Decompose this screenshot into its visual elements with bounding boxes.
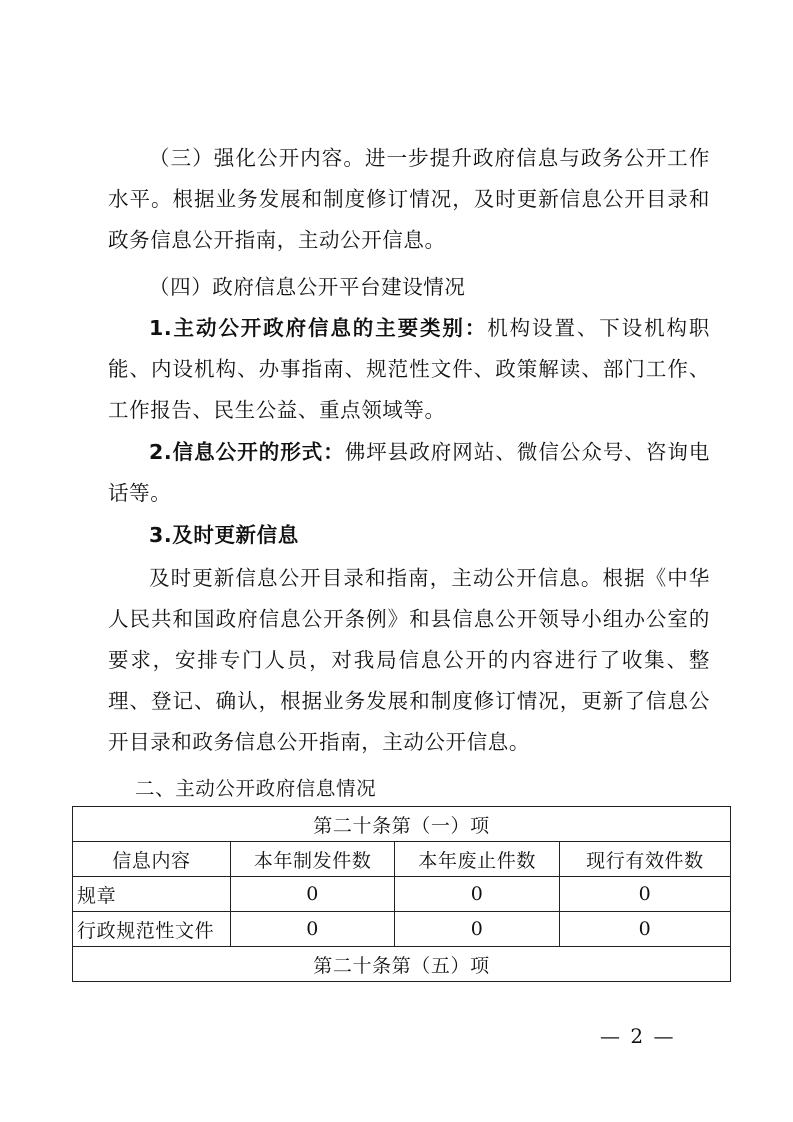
table-title-cell: 第二十条第（五）项 (73, 947, 731, 982)
heading-platform-construction: （四）政府信息公开平台建设情况 (149, 275, 466, 299)
paragraph-label: 3.及时更新信息 (149, 523, 299, 547)
table-cell: 0 (559, 912, 730, 947)
table-cell: 0 (559, 877, 730, 912)
paragraph-label: 2.信息公开的形式： (149, 440, 345, 464)
table-row (73, 912, 731, 947)
table-cell: 0 (395, 877, 560, 912)
table-title-row (73, 947, 731, 982)
paragraph-disclosure-forms (108, 432, 710, 514)
paragraph-timely-update (108, 558, 710, 763)
table-header-cell: 本年制发件数 (230, 842, 395, 877)
paragraph-text: 及时更新信息公开目录和指南，主动公开信息。根据《中华人民共和国政府信息公开条例》和县信息公开领导小组办公室的要求，安排专门人员，对我局信息公开的内容进行了收集、整理、登记、确认，根据业务发展和制度修订情况，更新了信息公开目录和政务信息公开指南，主动公开信息。 (108, 566, 710, 754)
paragraph-text: 机构设置、下设机构职能、内设机构、办事指南、规范性文件、政策解读、部门工作、工作报告、民生公益、重点领域等。 (108, 316, 711, 422)
table-header-cell: 本年废止件数 (395, 842, 560, 877)
table-title-row (73, 807, 731, 842)
paragraph-text: （三）强化公开内容。进一步提升政府信息与政务公开工作水平。根据业务发展和制度修订情况，及时更新信息公开目录和政务信息公开指南，主动公开信息。 (108, 146, 710, 252)
table-header-cell: 现行有效件数 (559, 842, 730, 877)
table-cell: 0 (230, 912, 395, 947)
table-cell: 规章 (73, 877, 231, 912)
table-cell: 0 (395, 912, 560, 947)
paragraph-main-categories (108, 308, 710, 431)
paragraph-text: 佛坪县政府网站、微信公众号、咨询电话等。 (108, 440, 710, 505)
disclosure-table (72, 806, 731, 982)
table-row (73, 877, 731, 912)
section-heading-proactive-disclosure: 二、主动公开政府信息情况 (135, 777, 377, 800)
table-title-cell: 第二十条第（一）项 (73, 807, 731, 842)
table-cell: 0 (230, 877, 395, 912)
page-number: — 2 — (600, 1024, 676, 1048)
paragraph-label: 1.主动公开政府信息的主要类别： (149, 316, 488, 340)
table-header-cell: 信息内容 (73, 842, 231, 877)
paragraph-timely-update-heading (108, 515, 710, 556)
table-header-row (73, 842, 731, 877)
paragraph-strengthen-content (108, 138, 710, 261)
table-cell: 行政规范性文件 (73, 912, 231, 947)
